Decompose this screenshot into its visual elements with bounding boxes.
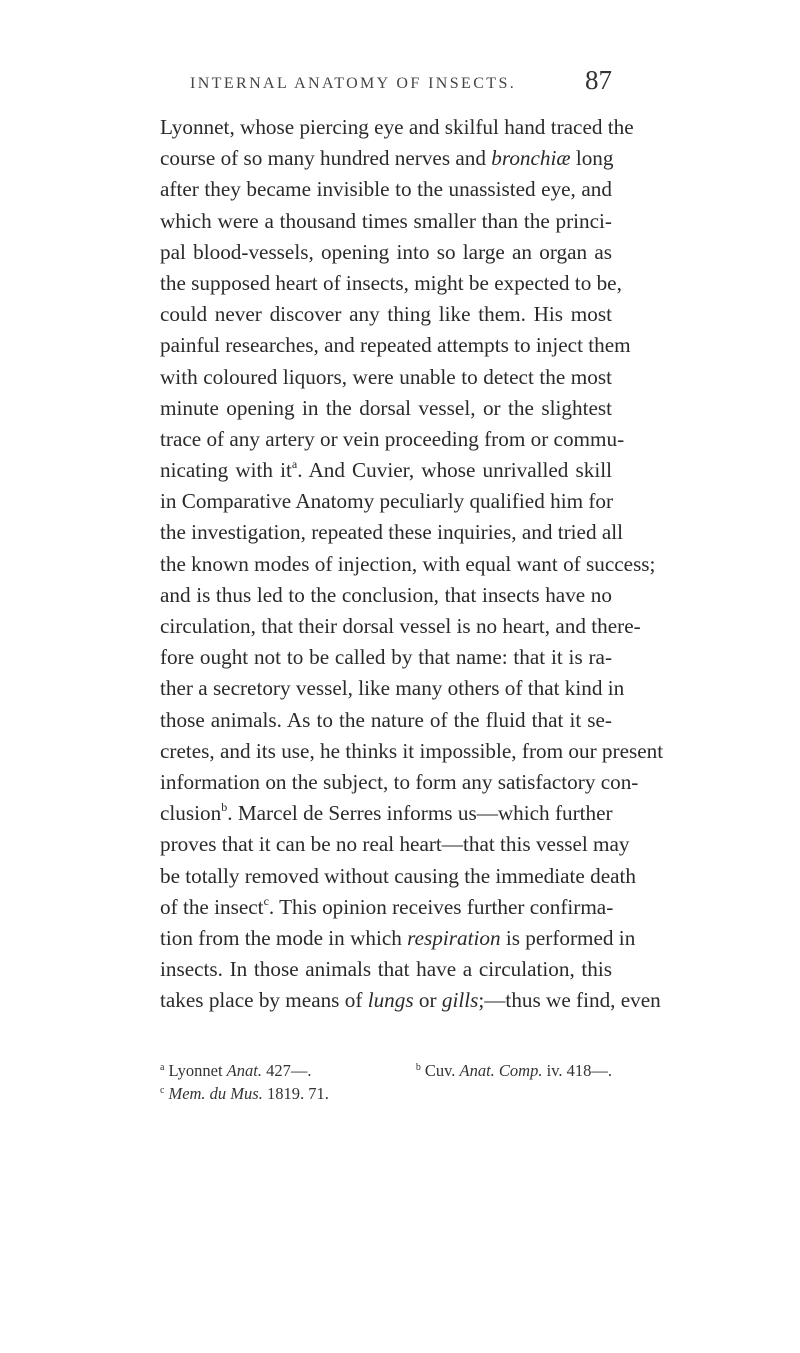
text-line: clusion$^b$. Marcel de Serres informs us—which further	[160, 800, 613, 826]
text-line: proves that it can be no real heart—that this vessel may	[160, 832, 630, 857]
text-line: painful researches, and repeated attempts to inject them	[160, 333, 631, 358]
text-line: which were a thousand times smaller than the princi-	[160, 208, 612, 233]
footnote-ref-b: b	[221, 800, 228, 815]
text-line: pal blood-vessels, opening into so large an organ as	[160, 239, 612, 264]
footnotes	[160, 1058, 612, 1104]
text-line: the supposed heart of insects, might be expected to be,	[160, 270, 622, 295]
text-line: fore ought not to be called by that name: that it is ra-	[160, 645, 612, 670]
text-line: those animals. As to the nature of the fluid that it se-	[160, 707, 612, 732]
text-line: ther a secretory vessel, like many others of that kind in	[160, 676, 625, 701]
footnote-a: $^a$ Lyonnet Anat. 427—.	[160, 1061, 312, 1080]
text-line: with coloured liquors, were unable to detect the most	[160, 364, 612, 389]
text-line: circulation, that their dorsal vessel is no heart, and there-	[160, 614, 641, 638]
body-paragraph	[160, 112, 664, 1016]
text-line: takes place by means of lungs or gills;—thus we find, even	[160, 988, 661, 1013]
text-line: Lyonnet, whose piercing eye and skilful hand traced the	[160, 115, 634, 139]
text-line: could never discover any thing like them. His most	[160, 302, 612, 327]
page-header	[160, 65, 612, 103]
text-line: in Comparative Anatomy peculiarly qualified him for	[160, 489, 614, 514]
footnote-b: $^b$ Cuv. Anat. Comp. iv. 418—.	[415, 1061, 612, 1080]
text-line: minute opening in the dorsal vessel, or the slightest	[160, 395, 612, 420]
footnote-c: $^c$ Mem. du Mus. 1819. 71.	[160, 1084, 329, 1103]
text-line: insects. In those animals that have a circulation, this	[160, 957, 612, 982]
text-line: trace of any artery or vein proceeding from or commu-	[160, 426, 625, 451]
footnote-ref-c: c	[263, 893, 269, 908]
text-line: course of so many hundred nerves and bronchiæ long	[160, 146, 614, 171]
text-line: be totally removed without causing the immediate death	[160, 863, 636, 888]
text-line: and is thus led to the conclusion, that insects have no	[160, 582, 612, 607]
text-line: of the insect$^c$. This opinion receives further confirma-	[160, 893, 614, 919]
text-line: nicating with $it^a$. And Cuvier, whose unrivalled skill	[160, 457, 613, 483]
text-line: the known modes of injection, with equal want of success;	[160, 551, 656, 576]
footnote-row	[160, 1058, 612, 1081]
running-title: INTERNAL ANATOMY OF INSECTS.	[190, 75, 517, 92]
text-line: cretes, and its use, he thinks it impossible, from our present	[160, 738, 664, 763]
text-line: tion from the mode in which respiration is performed in	[160, 925, 636, 950]
text-line: information on the subject, to form any satisfactory con-	[160, 769, 639, 794]
text-line: the investigation, repeated these inquiries, and tried all	[160, 520, 624, 545]
footnote-ref-a: a	[291, 457, 298, 472]
page-number: 87	[585, 65, 612, 95]
text-line: after they became invisible to the unassisted eye, and	[160, 177, 612, 202]
footnote-row	[160, 1081, 612, 1104]
